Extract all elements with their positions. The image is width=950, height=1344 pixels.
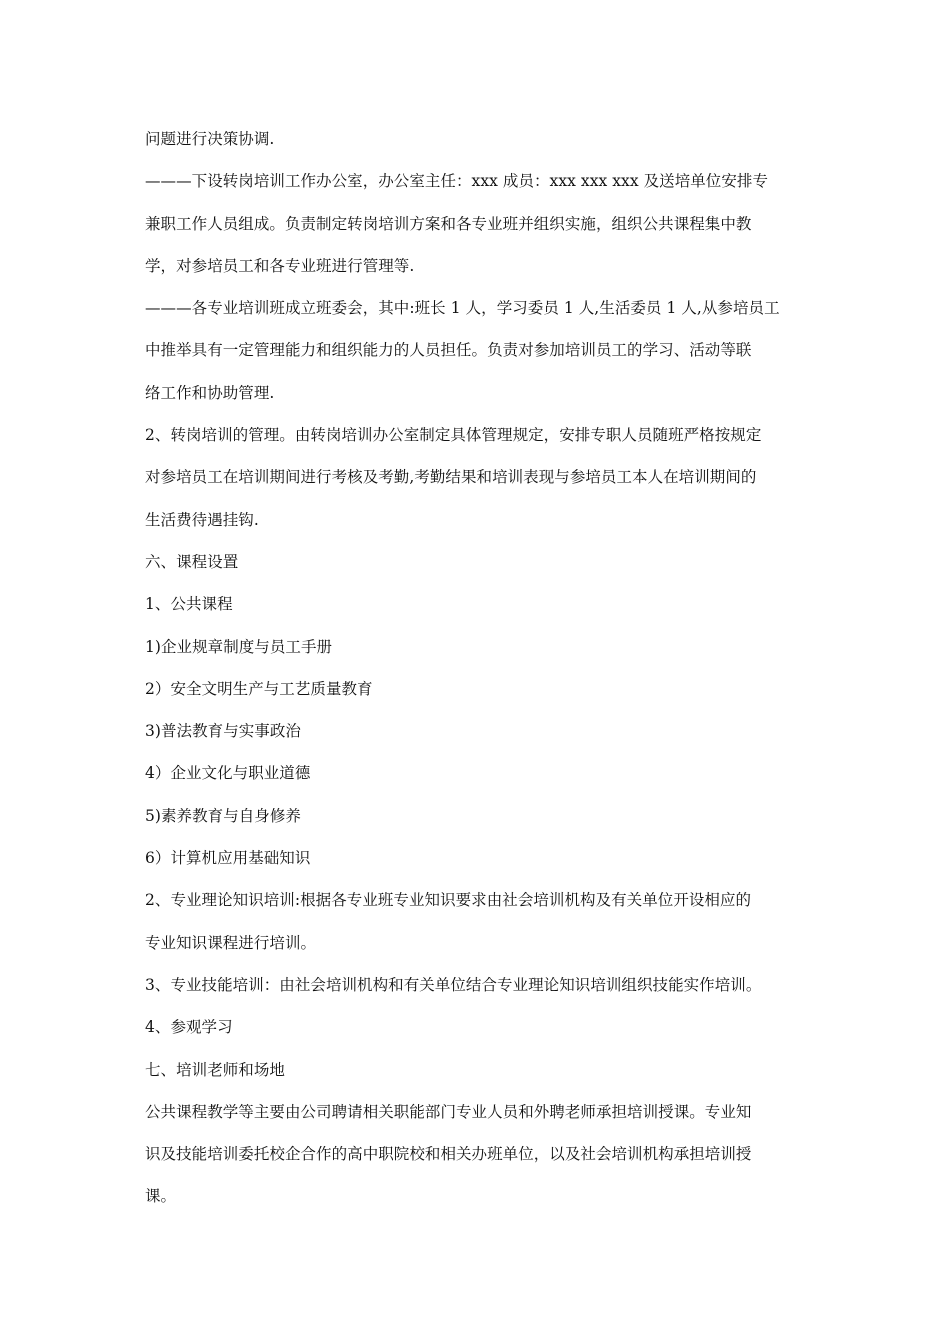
- section-heading: 六、课程设置: [145, 552, 239, 571]
- section-heading: 七、培训老师和场地: [145, 1060, 285, 1079]
- text-line: 学，对参培员工和各专业班进行管理等.: [145, 256, 415, 275]
- text-line: 公共课程教学等主要由公司聘请相关职能部门专业人员和外聘老师承担培训授课。专业知: [145, 1102, 752, 1121]
- text-line: ———下设转岗培训工作办公室，办公室主任：xxx 成员：xxx xxx xxx 及送培单位安排专: [145, 172, 769, 191]
- text-line: 问题进行决策协调.: [145, 130, 275, 148]
- text-line: 3、专业技能培训：由社会培训机构和有关单位结合专业理论知识培训组织技能实作培训。: [145, 975, 762, 994]
- text-line: 识及技能培训委托校企合作的高中职院校和相关办班单位，以及社会培训机构承担培训授: [145, 1145, 752, 1164]
- text-line: 兼职工作人员组成。负责制定转岗培训方案和各专业班并组织实施，组织公共课程集中教: [145, 214, 752, 233]
- text-line: 课。: [145, 1187, 177, 1206]
- list-item: 3)普法教育与实事政治: [145, 722, 301, 741]
- text-line: 专业知识课程进行培训。: [145, 933, 317, 952]
- subsection-heading: 1、公共课程: [145, 595, 233, 614]
- text-line: 中推举具有一定管理能力和组织能力的人员担任。负责对参加培训员工的学习、活动等联: [145, 341, 752, 360]
- text-line: ———各专业培训班成立班委会，其中:班长 1 人，学习委员 1 人,生活委员 1 人,从参培员工: [145, 299, 780, 318]
- list-item: 5)素养教育与自身修养: [145, 806, 301, 825]
- text-line: 络工作和协助管理.: [145, 383, 275, 402]
- list-item: 6）计算机应用基础知识: [145, 849, 311, 868]
- text-line: 生活费待遇挂钩.: [145, 510, 259, 529]
- text-line: 2、专业理论知识培训:根据各专业班专业知识要求由社会培训机构及有关单位开设相应的: [145, 891, 752, 910]
- text-line: 2、转岗培训的管理。由转岗培训办公室制定具体管理规定，安排专职人员随班严格按规定: [145, 426, 762, 445]
- text-line: 对参培员工在培训期间进行考核及考勤,考勤结果和培训表现与参培员工本人在培训期间的: [145, 468, 757, 487]
- list-item: 2）安全文明生产与工艺质量教育: [145, 679, 373, 698]
- document-body: [145, 118, 810, 1218]
- list-item: 1)企业规章制度与员工手册: [145, 637, 333, 656]
- subsection-heading: 4、参观学习: [145, 1018, 233, 1037]
- list-item: 4）企业文化与职业道德: [145, 764, 311, 783]
